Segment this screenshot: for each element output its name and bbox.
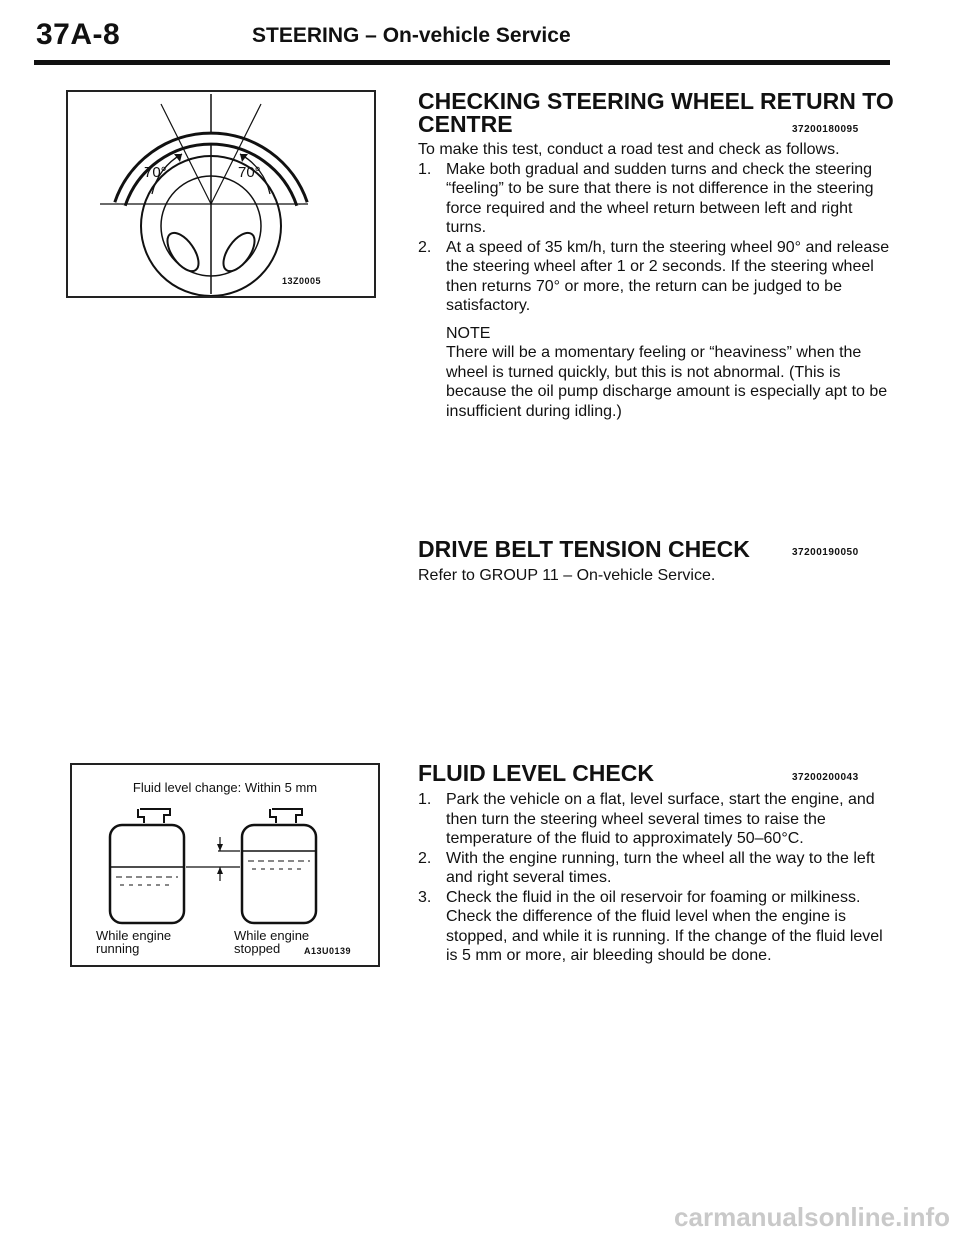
label-engine-stopped-1: While engine [234,928,310,943]
steering-wheel-illustration [68,92,374,296]
header-divider [34,60,890,65]
label-engine-stopped-2: stopped [234,941,281,956]
item-text: At a speed of 35 km/h, turn the steering wheel 90° and release the steering wheel after 1 or 2 seconds. If the steering wheel then returns 70° or more, the return can be judged to be satisfactory. [446,238,890,314]
page-number: 37A-8 [36,18,121,51]
list-item [418,849,890,888]
note-text: There will be a momentary feeling or “heaviness” when the wheel is turned quickly, but this is not abnormal. (This is because the oil pump discharge amount is especially apt to be insufficient during idling.) [446,344,888,420]
section-code: 37200180095 [792,124,859,135]
angle-label-left: 70° [144,164,167,181]
section-title-return-centre: CHECKING STEERING WHEEL RETURN TO [418,88,894,114]
page-title: STEERING – On-vehicle Service [252,24,571,47]
list-item [418,238,890,316]
section-title-fluid-level: FLUID LEVEL CHECK [418,760,654,786]
item-text: With the engine running, turn the wheel all the way to the left and right several times. [446,849,875,886]
section-title-drive-belt: DRIVE BELT TENSION CHECK [418,536,750,562]
list-item [418,888,890,966]
item-number: 2. [418,238,432,256]
watermark: carmanualsonline.info [674,1202,950,1232]
label-engine-running-1: While engine [96,928,172,943]
item-text: Check the fluid in the oil reservoir for foaming or milkiness. Check the difference of the fluid level when the engine is stopped, and while it is running. If the change of the fluid level is 5 mm or more, air bleeding should be done. [446,888,883,964]
fluid-level-body [418,790,890,966]
item-number: 1. [418,791,432,808]
section-code: 37200200043 [792,772,859,783]
note-block [418,324,890,422]
note-label: NOTE [446,324,491,342]
item-number: 2. [418,849,432,867]
item-number: 1. [418,160,432,178]
intro-text: To make this test, conduct a road test and check as follows. [418,141,840,158]
item-number: 3. [418,888,432,906]
item-text: Park the vehicle on a flat, level surface, start the engine, and then turn the steering wheel several times to raise the temperature of the fluid to approximately 50–60°C. [446,791,875,847]
figure-code: A13U0139 [304,946,352,956]
figure-code: 13Z0005 [282,276,322,286]
section-title-return-centre-line2: CENTRE [418,111,513,137]
list-item [418,160,890,238]
section-code: 37200190050 [792,547,859,558]
item-text: Make both gradual and sudden turns and check the steering “feeling” to be sure that there is not difference in the steering force required and the wheel return between left and right turns. [446,160,874,236]
steering-wheel-figure [66,90,376,298]
fluid-level-figure [70,763,380,967]
section-body [418,140,890,421]
label-engine-running-2: running [96,941,140,956]
list-item [418,790,890,849]
drive-belt-text: Refer to GROUP 11 – On-vehicle Service. [418,567,716,584]
angle-label-right: 70° [238,164,261,181]
fluid-figure-caption: Fluid level change: Within 5 mm [132,780,318,795]
